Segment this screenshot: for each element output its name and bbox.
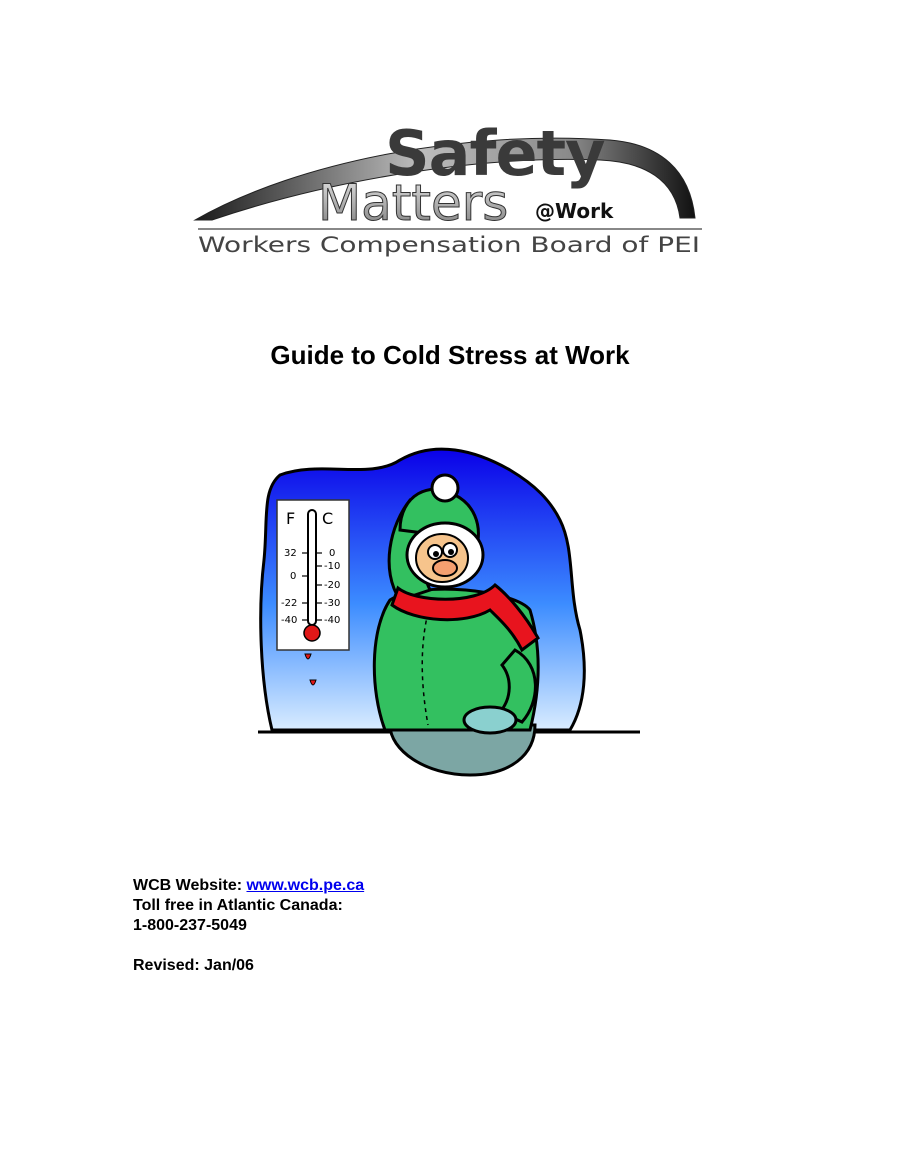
phone-number: 1-800-237-5049: [133, 917, 247, 934]
f-tick: 32: [284, 548, 297, 559]
c-tick: -20: [324, 580, 341, 591]
logo-matters-text: Matters: [318, 174, 509, 232]
thermometer-bulb: [304, 625, 320, 641]
tollfree-label: Toll free in Atlantic Canada:: [133, 897, 343, 914]
f-tick: 0: [290, 571, 297, 582]
fahrenheit-label: F: [286, 509, 296, 528]
page-title: Guide to Cold Stress at Work: [270, 340, 630, 370]
logo-work-badge: @Work: [535, 199, 614, 223]
logo-safety-text: Safety: [385, 117, 605, 190]
revised-date: Revised: Jan/06: [133, 957, 254, 974]
contact-info: [133, 876, 364, 976]
f-tick: -22: [281, 598, 298, 609]
c-tick: -40: [324, 615, 341, 626]
c-tick: -30: [324, 598, 341, 609]
celsius-label: C: [322, 509, 334, 528]
cold-worker-illustration: [250, 440, 650, 780]
hat-pompom: [432, 475, 458, 501]
website-link[interactable]: www.wcb.pe.ca: [246, 877, 365, 894]
c-tick: -10: [324, 561, 341, 572]
safety-matters-logo: [190, 100, 710, 265]
worker-mitten: [464, 707, 516, 733]
website-line: [133, 876, 364, 896]
logo-org-name: Workers Compensation Board of PEI: [198, 233, 700, 258]
c-tick: 0: [329, 548, 336, 559]
worker-pants: [390, 725, 535, 775]
f-tick: -40: [281, 615, 298, 626]
website-label: WCB Website:: [133, 877, 247, 894]
